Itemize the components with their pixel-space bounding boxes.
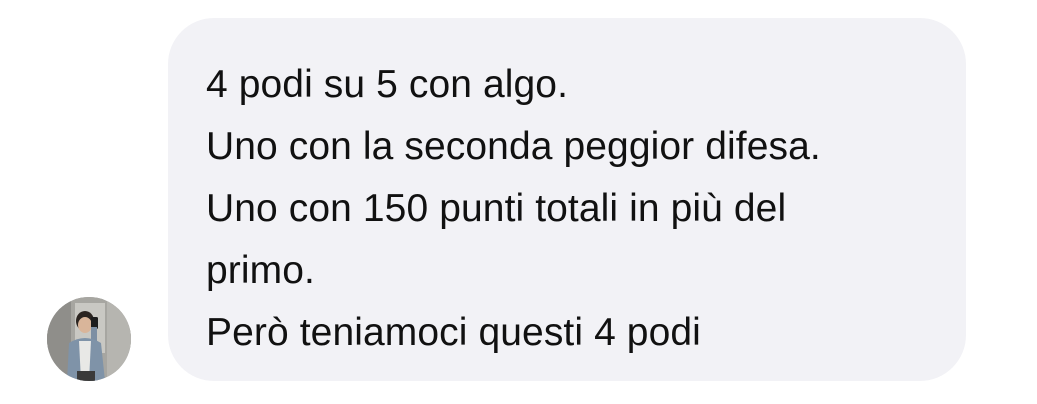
message-line: Uno con 150 punti totali in più del xyxy=(206,187,787,230)
avatar-photo-icon xyxy=(47,297,131,381)
message-line: Uno con la seconda peggior difesa. xyxy=(206,125,821,168)
message-line: Però teniamoci questi 4 podi xyxy=(206,311,701,354)
message-line: primo. xyxy=(206,249,315,292)
message-bubble[interactable] xyxy=(168,18,966,381)
message-line: 4 podi su 5 con algo. xyxy=(206,63,569,106)
sender-avatar[interactable] xyxy=(47,297,131,381)
